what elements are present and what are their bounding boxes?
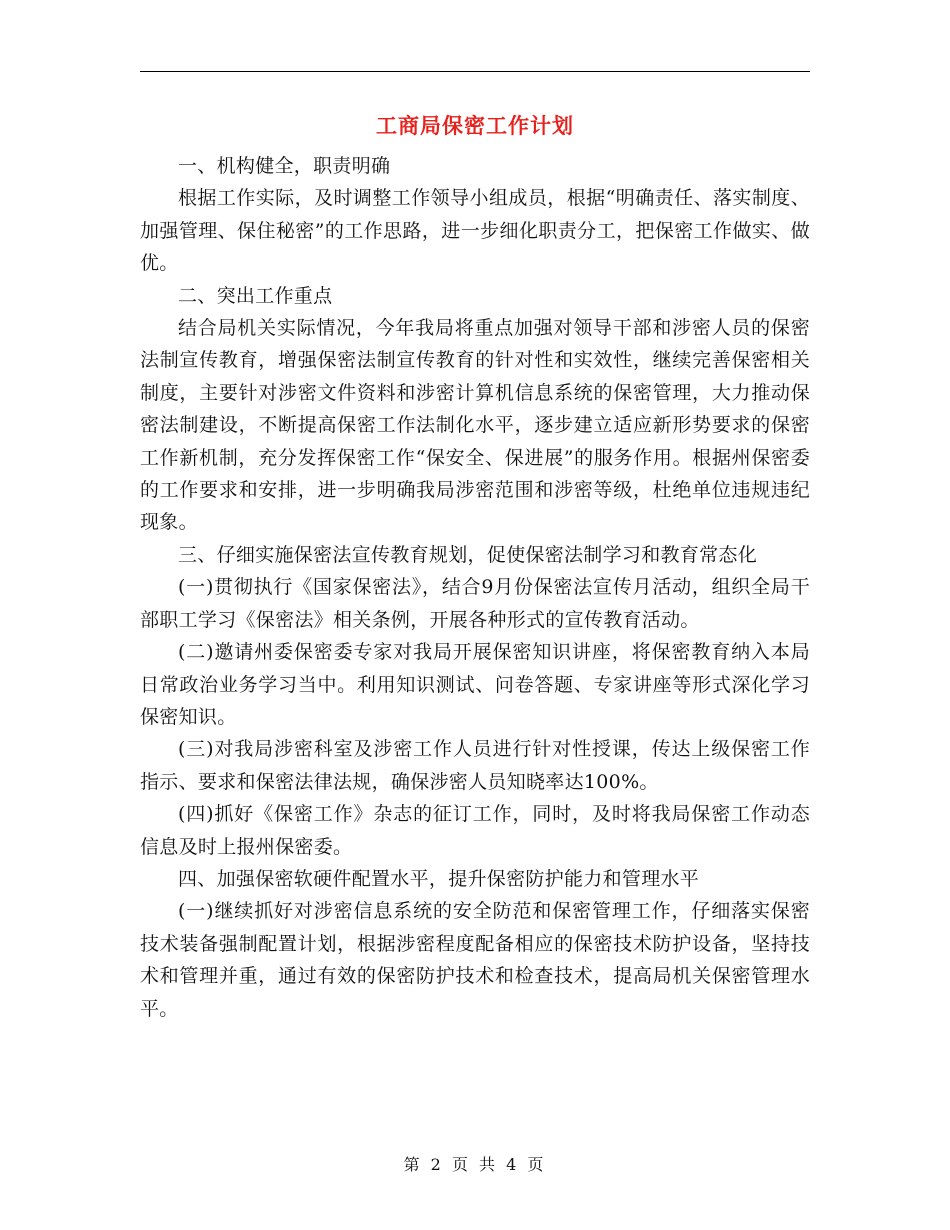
body-paragraph: (四)抓好《保密工作》杂志的征订工作，同时，及时将我局保密工作动态信息及时上报州保密委。 [140,803,810,858]
page-footer: 第 2 页 共 4 页 [403,1155,547,1174]
body-paragraph: 结合局机关实际情况，今年我局将重点加强对领导干部和涉密人员的保密法制宣传教育，增强保密法制宣传教育的针对性和实效性，继续完善保密相关制度，主要针对涉密文件资料和涉密计算机信息系统的保密管理，大力推动保密法制建设，不断提高保密工作法制化水平，逐步建立适应新形势要求的保密工作新机制，充分发挥保密工作“保安全、保进展”的服务作用。根据州保密委的工作要求和安排，进一步明确我局涉密范围和涉密等级，杜绝单位违规违纪现象。 [140,317,810,534]
body-paragraph: (一)贯彻执行《国家保密法》，结合9月份保密法宣传月活动，组织全局干部职工学习《保密法》相关条例，开展各种形式的宣传教育活动。 [140,576,810,631]
section-heading: 三、仔细实施保密法宣传教育规划，促使保密法制学习和教育常态化 [178,543,758,566]
section-heading: 四、加强保密软硬件配置水平，提升保密防护能力和管理水平 [178,867,700,890]
body-paragraph: (三)对我局涉密科室及涉密工作人员进行针对性授课，传达上级保密工作指示、要求和保密法律法规，确保涉密人员知晓率达100%。 [140,738,810,793]
document-body [140,150,810,1025]
document-title: 工商局保密工作计划 [376,114,574,138]
body-paragraph: 根据工作实际，及时调整工作领导小组成员，根据“明确责任、落实制度、加强管理、保住秘密”的工作思路，进一步细化职责分工，把保密工作做实、做优。 [140,187,810,275]
section-heading: 二、突出工作重点 [178,284,333,307]
body-paragraph: (一)继续抓好对涉密信息系统的安全防范和保密管理工作，仔细落实保密技术装备强制配置计划，根据涉密程度配备相应的保密技术防护设备，坚持技术和管理并重，通过有效的保密防护技术和检查技术，提高局机关保密管理水平。 [140,900,810,1020]
body-paragraph: (二)邀请州委保密委专家对我局开展保密知识讲座，将保密教育纳入本局日常政治业务学习当中。利用知识测试、问卷答题、专家讲座等形式深化学习保密知识。 [140,641,810,728]
section-heading: 一、机构健全，职责明确 [178,155,391,177]
header-rule [140,71,810,72]
